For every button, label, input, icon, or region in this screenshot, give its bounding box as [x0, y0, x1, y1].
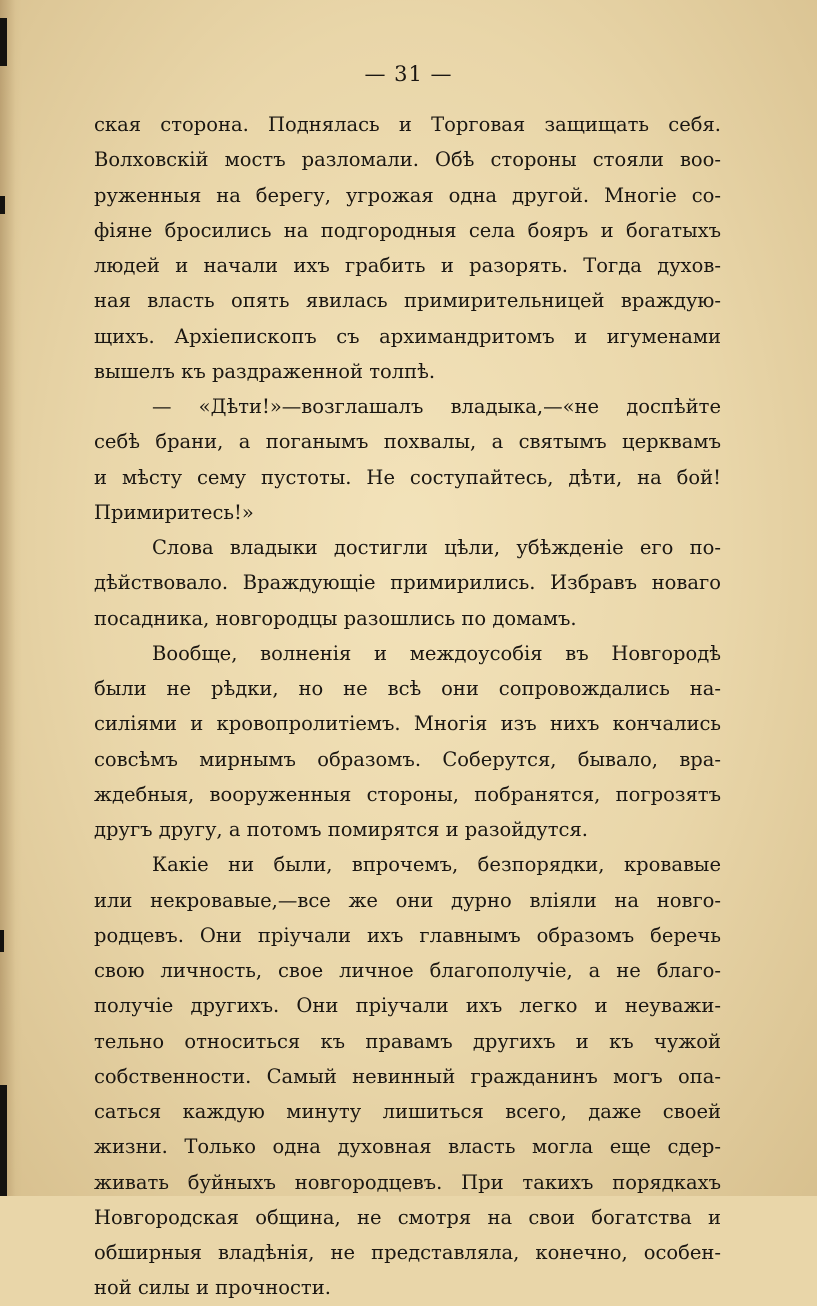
edge-mark: [0, 930, 4, 952]
paragraph-first-line: Какіе ни были, впрочемъ, безпорядки, кровавые: [152, 853, 721, 877]
edge-mark: [0, 18, 7, 66]
text-line: щихъ. Архіепископъ съ архимандритомъ и игуменами: [94, 324, 721, 348]
text-line: ной силы и прочности.: [94, 1276, 331, 1300]
text-line: собственности. Самый невинный гражданинъ могъ опа-: [94, 1064, 721, 1088]
text-line: ждебныя, вооруженныя стороны, побранятся, погрозятъ: [94, 782, 721, 806]
text-line: или некровавые,—все же они дурно вліяли на новго-: [94, 888, 721, 912]
text-line: себѣ брани, а поганымъ похвалы, а святымъ церквамъ: [94, 430, 721, 454]
text-line: совсѣмъ мирнымъ образомъ. Соберутся, бывало, вра-: [94, 747, 721, 771]
text-line: тельно относиться къ правамъ другихъ и къ чужой: [94, 1029, 721, 1053]
text-line: Волховскій мостъ разломали. Обѣ стороны стояли воо-: [94, 148, 721, 172]
text-line: посадника, новгородцы разошлись по домамъ.: [94, 606, 577, 630]
text-line: ная власть опять явилась примирительницей враждую-: [94, 289, 721, 313]
text-line: руженныя на берегу, угрожая одна другой. Многіе со-: [94, 183, 721, 207]
text-line: получіе другихъ. Они пріучали ихъ легко и неуважи-: [94, 994, 721, 1018]
paragraph-first-line: Слова владыки достигли цѣли, убѣжденіе его по-: [152, 536, 721, 559]
text-line: родцевъ. Они пріучали ихъ главнымъ образомъ беречь: [94, 923, 721, 947]
text-line: другъ другу, а потомъ помирятся и разойдутся.: [94, 818, 588, 841]
text-line: живать буйныхъ новгородцевъ. При такихъ порядкахъ: [94, 1170, 721, 1194]
text-line: фіяне бросились на подгородныя села бояръ и богатыхъ: [94, 218, 721, 242]
edge-mark: [0, 196, 5, 214]
text-line: свою личность, свое личное благополучіе, а не благо-: [94, 959, 721, 982]
text-line: саться каждую минуту лишиться всего, даже своей: [94, 1100, 721, 1123]
text-line: Новгородская община, не смотря на свои богатства и: [94, 1205, 721, 1229]
text-line: и мѣсту сему пустоты. Не соступайтесь, дѣти, на бой!: [94, 465, 721, 489]
text-line: вышелъ къ раздраженной толпѣ.: [94, 359, 436, 383]
text-line: дѣйствовало. Враждующіе примирились. Избравъ новаго: [94, 571, 721, 595]
text-line: силіями и кровопролитіемъ. Многія изъ нихъ кончались: [94, 712, 721, 736]
binding-shadow: [0, 0, 22, 1196]
text-line: обширныя владѣнія, не представляла, конечно, особен-: [94, 1241, 721, 1264]
text-line: жизни. Только одна духовная власть могла еще сдер-: [94, 1135, 721, 1159]
text-line: Примиритесь!»: [94, 500, 254, 524]
text-line: людей и начали ихъ грабить и разорять. Тогда духов-: [94, 254, 721, 277]
edge-mark: [0, 1085, 7, 1196]
paragraph-first-line: — «Дѣти!»—возглашалъ владыка,—«не доспѣйте: [152, 395, 721, 418]
paragraph-first-line: Вообще, волненія и междоусобія въ Новгородѣ: [152, 641, 721, 665]
body-text: [94, 107, 721, 1306]
page-number: — 31 —: [364, 62, 453, 86]
text-line: были не рѣдки, но не всѣ они сопровождались на-: [94, 677, 721, 700]
paragraph-first-line: ская сторона. Поднялась и Торговая защищать себя.: [94, 113, 721, 136]
